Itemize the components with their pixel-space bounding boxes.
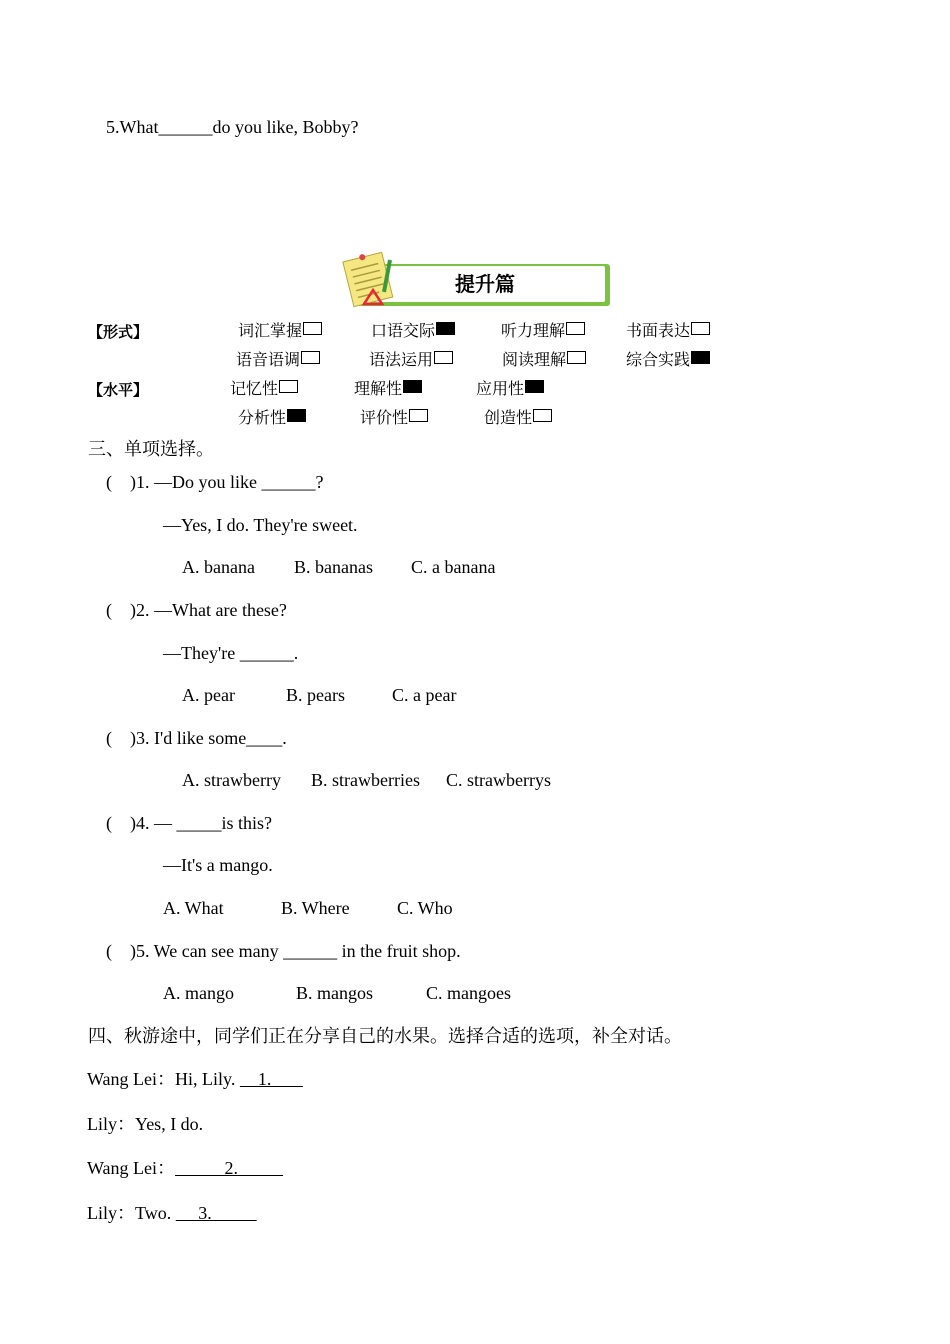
q4-option-a[interactable]: A. What [163, 898, 224, 918]
level-item: 评价性 [360, 409, 428, 429]
level-label: 【水平】 [88, 381, 149, 399]
dialogue-line: Wang Lei： 2. [87, 1158, 284, 1178]
q5-option-c[interactable]: C. mangoes [426, 983, 511, 1003]
q1-option-c[interactable]: C. a banana [411, 557, 496, 577]
q2-reply: —They're ______. [163, 643, 299, 663]
checkbox[interactable] [279, 380, 298, 393]
q5-option-b[interactable]: B. mangos [296, 983, 374, 1003]
form-item: 书面表达 [626, 322, 710, 342]
level-item: 创造性 [484, 409, 552, 429]
checkbox[interactable] [287, 409, 306, 422]
checkbox[interactable] [567, 351, 586, 364]
form-item: 口语交际 [371, 322, 455, 342]
q2-stem: ( )2. —What are these? [106, 600, 287, 620]
q3-option-a[interactable]: A. strawberry [182, 770, 281, 790]
q2-option-c[interactable]: C. a pear [392, 685, 457, 705]
q1-option-a[interactable]: A. banana [182, 557, 255, 577]
q3-stem: ( )3. I'd like some____. [106, 728, 287, 748]
q1-option-b[interactable]: B. bananas [294, 557, 373, 577]
level-item: 记忆性 [230, 380, 298, 400]
checkbox[interactable] [303, 322, 322, 335]
dialogue-line: Lily：Yes, I do. [87, 1114, 204, 1134]
checkbox[interactable] [434, 351, 453, 364]
q4-reply: —It's a mango. [163, 855, 273, 875]
form-label: 【形式】 [88, 323, 149, 341]
form-item: 语法运用 [369, 351, 453, 371]
checkbox[interactable] [533, 409, 552, 422]
form-item: 听力理解 [501, 322, 585, 342]
banner-title: 提升篇 [455, 272, 515, 296]
q2-option-b[interactable]: B. pears [286, 685, 345, 705]
form-item: 语音语调 [236, 351, 320, 371]
level-item: 分析性 [238, 409, 306, 429]
answer-blank-2[interactable]: 2. [175, 1158, 284, 1178]
checkbox[interactable] [409, 409, 428, 422]
checkbox[interactable] [566, 322, 585, 335]
question-5-fill-in: 5.What______do you like, Bobby? [106, 117, 359, 137]
q5-option-a[interactable]: A. mango [163, 983, 234, 1003]
dialogue-line: Lily：Two. 3. [87, 1203, 257, 1223]
checkbox[interactable] [301, 351, 320, 364]
q4-option-b[interactable]: B. Where [281, 898, 350, 918]
section-4-heading: 四、秋游途中，同学们正在分享自己的水果。选择合适的选项，补全对话。 [88, 1026, 682, 1046]
q4-option-c[interactable]: C. Who [397, 898, 453, 918]
section-3-heading: 三、单项选择。 [88, 439, 214, 459]
form-item: 综合实践 [626, 351, 710, 371]
q1-stem: ( )1. —Do you like ______? [106, 472, 324, 492]
q4-stem: ( )4. — _____is this? [106, 813, 273, 833]
level-item: 应用性 [476, 380, 544, 400]
form-item: 词汇掌握 [238, 322, 322, 342]
dialogue-line: Wang Lei：Hi, Lily. 1. [87, 1069, 303, 1089]
level-item: 理解性 [354, 380, 422, 400]
q3-option-b[interactable]: B. strawberries [311, 770, 420, 790]
answer-blank-1[interactable]: 1. [239, 1069, 303, 1089]
q1-reply: —Yes, I do. They're sweet. [163, 515, 358, 535]
form-item: 阅读理解 [502, 351, 586, 371]
q5-stem: ( )5. We can see many ______ in the fruit shop. [106, 941, 461, 961]
q2-option-a[interactable]: A. pear [182, 685, 235, 705]
checkbox[interactable] [525, 380, 544, 393]
checkbox[interactable] [403, 380, 422, 393]
checkbox[interactable] [436, 322, 455, 335]
checkbox[interactable] [691, 322, 710, 335]
checkbox[interactable] [691, 351, 710, 364]
q3-option-c[interactable]: C. strawberrys [446, 770, 551, 790]
answer-blank-3[interactable]: 3. [175, 1203, 257, 1223]
